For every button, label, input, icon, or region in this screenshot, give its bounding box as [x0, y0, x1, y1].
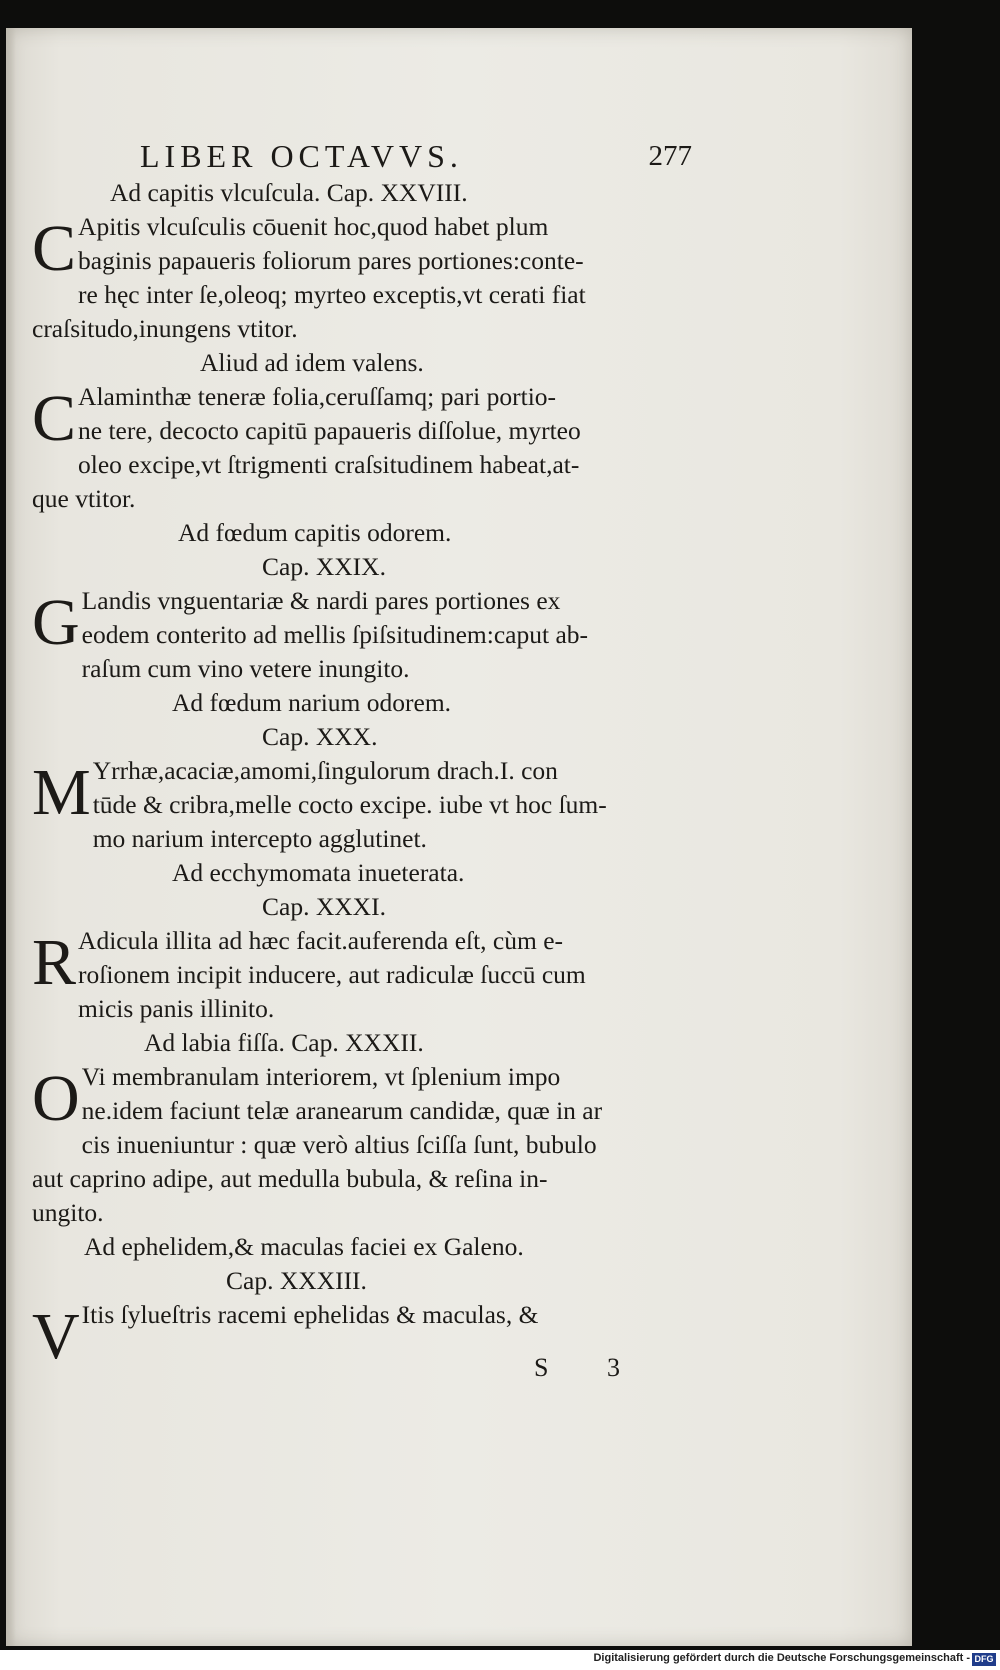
- chapter-heading: Cap. XXIX.: [262, 552, 386, 581]
- text-line: aut caprino adipe, aut medulla bubula, & reſina in-: [32, 1164, 548, 1193]
- chapter-heading: Cap. XXXIII.: [226, 1266, 367, 1295]
- initial-letter: R: [32, 926, 77, 999]
- chapter-block: [32, 1026, 692, 1230]
- funding-note: Digitalisierung gefördert durch die Deutsche Forschungsgemeinschaft -: [593, 1652, 970, 1664]
- text-line: re hęc inter ſe,oleoq; myrteo exceptis,vt cerati fiat: [78, 280, 586, 309]
- text-line: cis inueniuntur : quæ verò altius ſciſſa ſunt, bubulo: [81, 1130, 597, 1159]
- text-line: Landis vnguentariæ & nardi pares portiones ex: [81, 586, 561, 615]
- chapter-heading: Ad capitis vlcuſcula. Cap. XXVIII.: [110, 178, 468, 207]
- text-block: [32, 138, 692, 1373]
- chapter-heading: Aliud ad idem valens.: [200, 348, 424, 377]
- chapter-body: [32, 584, 692, 686]
- chapter-heading: Ad labia fiſſa. Cap. XXXII.: [144, 1028, 424, 1057]
- chapter-heading: Ad ecchymomata inueterata.: [172, 858, 465, 887]
- initial-letter: C: [32, 382, 77, 455]
- chapter-body: [32, 924, 692, 1026]
- running-head: [32, 138, 692, 176]
- text-line: Alaminthæ teneræ folia,ceruſſamq; pari portio-: [78, 382, 557, 411]
- text-line: Adicula illita ad hæc facit.auferenda eſt, cùm e-: [78, 926, 564, 955]
- text-line: ne tere, decocto capitū papaueris diſſolue, myrteo: [78, 416, 581, 445]
- text-line: eodem conterito ad mellis ſpiſsitudinem:caput ab-: [81, 620, 588, 649]
- chapter-body: [32, 1060, 692, 1230]
- chapter-list: [32, 176, 692, 1373]
- text-line: ne.idem faciunt telæ aranearum candidæ, quæ in ar: [81, 1096, 603, 1125]
- initial-letter: V: [32, 1300, 80, 1373]
- text-line: raſum cum vino vetere inungito.: [81, 654, 410, 683]
- chapter-block: [32, 346, 692, 516]
- text-line: Itis ſylueſtris racemi ephelidas & maculas, &: [81, 1300, 539, 1329]
- page-number: 277: [648, 140, 692, 172]
- chapter-body: [32, 380, 692, 516]
- page-gutter-shadow: [6, 28, 16, 1646]
- text-line: ungito.: [32, 1198, 104, 1227]
- funding-bar: [0, 1650, 1000, 1670]
- initial-letter: G: [32, 586, 80, 659]
- chapter-heading: Ad ephelidem,& maculas faciei ex Galeno.: [84, 1232, 524, 1261]
- chapter-heading: Ad fœdum narium odorem.: [172, 688, 452, 717]
- text-line: que vtitor.: [32, 484, 136, 513]
- chapter-block: [32, 1230, 692, 1373]
- initial-letter: M: [32, 756, 91, 829]
- text-line: mo narium intercepto agglutinet.: [92, 824, 427, 853]
- text-line: roſionem incipit inducere, aut radiculæ ſuccū cum: [78, 960, 586, 989]
- text-line: Apitis vlcuſculis cōuenit hoc,quod habet plum: [78, 212, 549, 241]
- book-page: [6, 28, 912, 1646]
- text-line: Yrrhæ,acaciæ,amomi,ſingulorum drach.I. con: [92, 756, 558, 785]
- text-line: micis panis illinito.: [78, 994, 275, 1023]
- text-line: craſsitudo,inungens vtitor.: [32, 314, 298, 343]
- chapter-heading: Cap. XXXI.: [262, 892, 386, 921]
- chapter-block: [32, 856, 692, 1026]
- chapter-block: [32, 686, 692, 856]
- chapter-block: [32, 516, 692, 686]
- initial-letter: O: [32, 1062, 80, 1135]
- text-line: baginis papaueris foliorum pares portiones:conte-: [78, 246, 584, 275]
- signature-mark: S 3: [534, 1353, 646, 1382]
- text-line: tūde & cribra,melle cocto excipe. iube vt hoc ſum-: [92, 790, 607, 819]
- chapter-heading: Cap. XXX.: [262, 722, 378, 751]
- initial-letter: C: [32, 212, 77, 285]
- chapter-block: [32, 176, 692, 346]
- chapter-body: [32, 210, 692, 346]
- running-head-title: LIBER OCTAVVS.: [140, 138, 463, 174]
- text-line: oleo excipe,vt ſtrigmenti craſsitudinem habeat,at-: [78, 450, 580, 479]
- dfg-logo: DFG: [972, 1653, 996, 1666]
- chapter-heading: Ad fœdum capitis odorem.: [178, 518, 452, 547]
- text-line: Vi membranulam interiorem, vt ſplenium impo: [81, 1062, 561, 1091]
- chapter-body: [32, 754, 692, 856]
